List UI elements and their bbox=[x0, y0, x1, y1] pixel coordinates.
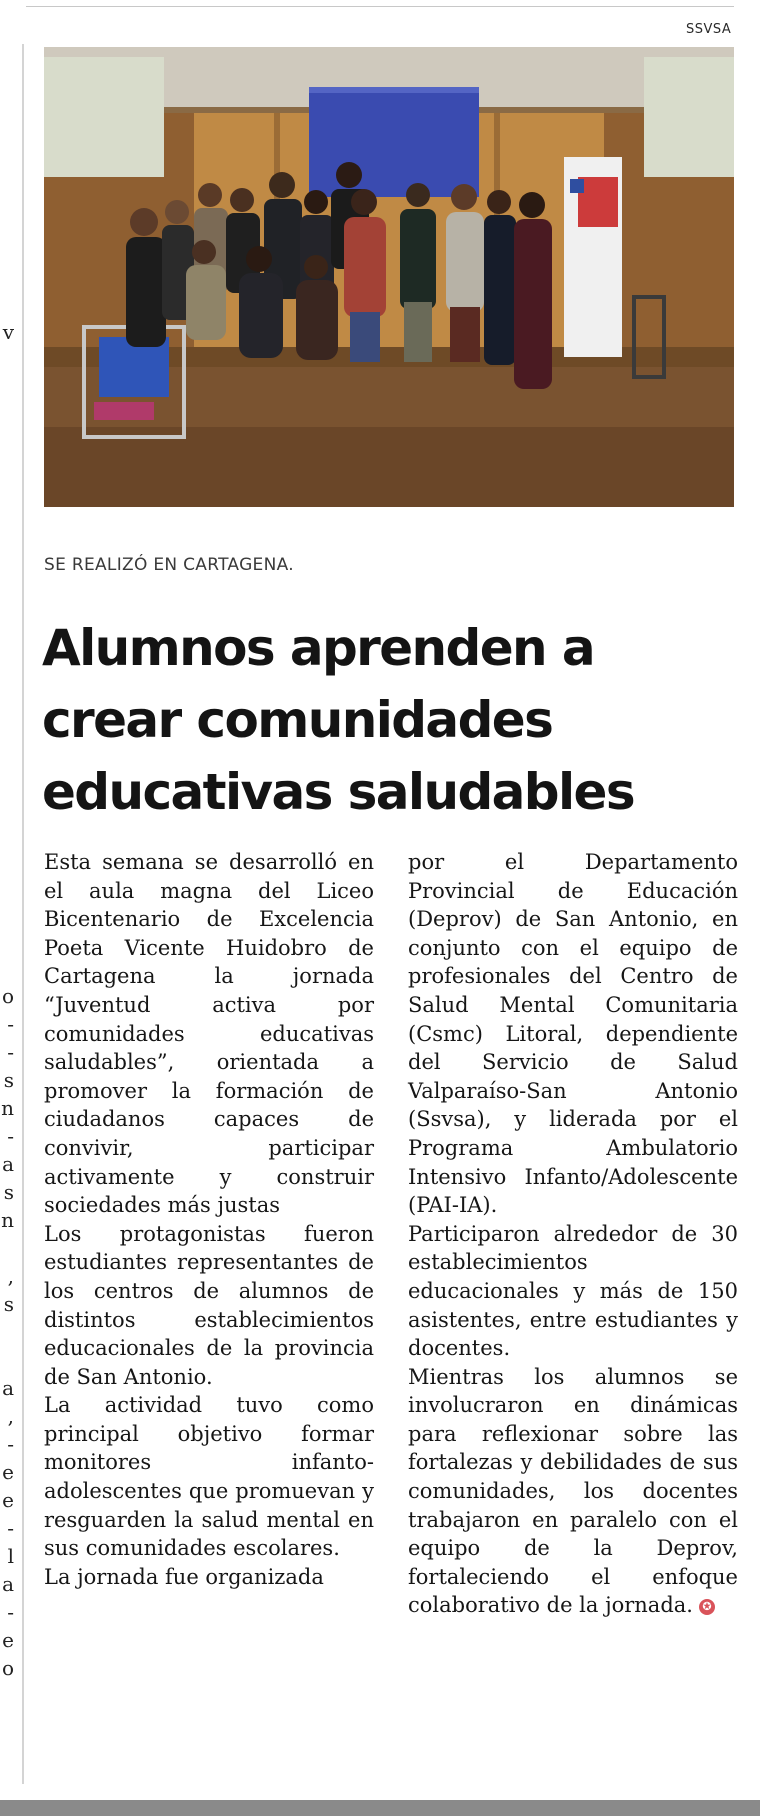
left-fragment: e bbox=[2, 1460, 14, 1484]
left-fragment: e bbox=[2, 1488, 14, 1512]
headline-line: Alumnos aprenden a bbox=[42, 619, 594, 677]
left-fragment: n bbox=[1, 1096, 14, 1120]
left-fragment: , bbox=[7, 1264, 14, 1288]
left-fragment: - bbox=[7, 1516, 14, 1540]
left-fragment: , bbox=[7, 1404, 14, 1428]
left-fragment: s bbox=[3, 1180, 14, 1204]
body-paragraph: La jornada fue organizada bbox=[44, 1564, 324, 1589]
headline-line: educativas saludables bbox=[42, 763, 634, 821]
page-bottom-bar bbox=[0, 1800, 760, 1816]
left-fragment: l bbox=[7, 1544, 14, 1568]
body-paragraph-text: Mientras los alumnos se involucraron en dinámicas para reflexionar sobre las fortalezas y debilidades de sus comunidades, los docentes trabajaron en paralelo con el equipo de la Deprov, fortaleciendo el enfoque colaborativo de la jornada. bbox=[408, 1364, 738, 1618]
group-photo-icon bbox=[44, 47, 734, 507]
body-column-right bbox=[408, 848, 738, 1620]
body-paragraph: Participaron alrededor de 30 establecimientos educacionales y más de 150 asistentes, entre estudiantes y docentes. bbox=[408, 1221, 738, 1361]
body-paragraph-last bbox=[408, 1363, 738, 1620]
body-column-left bbox=[44, 848, 374, 1591]
left-fragment: - bbox=[7, 1012, 14, 1036]
group-photo bbox=[44, 47, 734, 507]
top-rule bbox=[26, 6, 734, 7]
left-fragment: o bbox=[1, 984, 14, 1008]
column-divider bbox=[22, 44, 24, 1784]
article-headline bbox=[42, 612, 732, 828]
left-fragment: - bbox=[7, 1124, 14, 1148]
end-of-article-icon: ✪ bbox=[699, 1599, 715, 1615]
left-fragment: a bbox=[2, 1572, 14, 1596]
left-fragment: - bbox=[7, 1432, 14, 1456]
left-fragment: s bbox=[3, 1292, 14, 1316]
body-paragraph: por el Departamento Provincial de Educación (Deprov) de San Antonio, en conjunto con el equipo de profesionales del Centro de Salud Mental Comunitaria (Csmc) Litoral, dependiente del Servicio de Salud Valparaíso-San Antonio (Ssvsa), y liderada por el Programa Ambulatorio Intensivo Infanto/Adolescente (PAI-IA). bbox=[408, 850, 738, 1218]
left-fragment: - bbox=[7, 1040, 14, 1064]
left-fragment: v bbox=[2, 320, 14, 344]
headline-line: crear comunidades bbox=[42, 691, 553, 749]
body-paragraph: La actividad tuvo como principal objetivo formar monitores infanto-adolescentes que promuevan y resguarden la salud mental en sus comunidades escolares. bbox=[44, 1393, 374, 1561]
left-fragment: - bbox=[7, 1600, 14, 1624]
photo-credit: SSVSA bbox=[686, 22, 732, 37]
left-fragment: a bbox=[2, 1376, 14, 1400]
article-kicker: SE REALIZÓ EN CARTAGENA. bbox=[44, 555, 294, 575]
left-fragment: a bbox=[2, 1152, 14, 1176]
body-paragraph: Los protagonistas fueron estudiantes representantes de los centros de alumnos de distintos establecimientos educacionales de la provincia de San Antonio. bbox=[44, 1221, 374, 1389]
body-paragraph: Esta semana se desarrolló en el aula magna del Liceo Bicentenario de Excelencia Poeta Vicente Huidobro de Cartagena la jornada “Juventud activa por comunidades educativas saludables”, orientada a promover la formación de ciudadanos capaces de convivir, participar activamente y construir sociedades más justas bbox=[44, 850, 374, 1218]
left-fragment: o bbox=[1, 1656, 14, 1680]
left-fragment: n bbox=[1, 1208, 14, 1232]
left-fragment: s bbox=[3, 1068, 14, 1092]
left-fragment: e bbox=[2, 1628, 14, 1652]
